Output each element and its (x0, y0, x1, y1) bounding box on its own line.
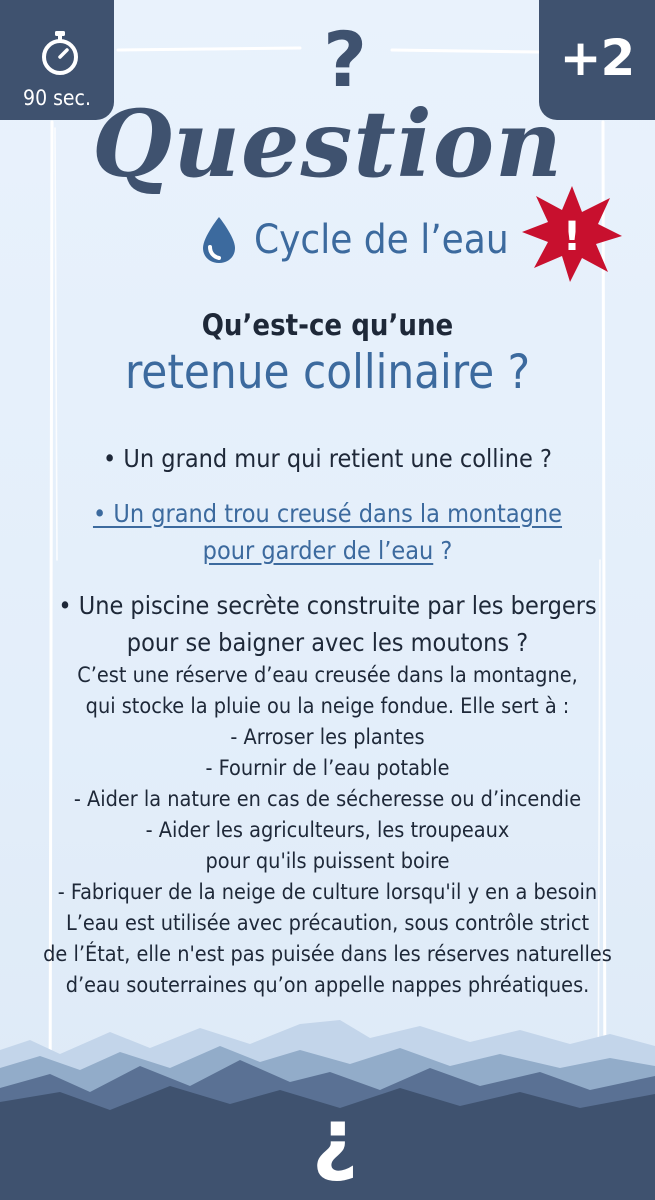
explanation-line: - Fournir de l’eau potable (205, 756, 450, 781)
answer-option-3[interactable] (0, 587, 655, 661)
subject-tag (200, 212, 509, 268)
explanation-line: de l’État, elle n'est pas puisée dans les réserves naturelles (43, 942, 612, 967)
explanation-line: pour qu'ils puissent boire (205, 849, 450, 874)
points-label: +2 (559, 29, 635, 87)
answer-suffix: ? (433, 536, 453, 565)
stopwatch-icon (40, 30, 80, 76)
explanation-line: - Fabriquer de la neige de culture lorsqu'il y en a besoin (57, 880, 598, 905)
inverted-question-mark-icon: ¿ (311, 1091, 359, 1184)
answer-option-2-correct[interactable] (0, 495, 655, 569)
explanation-line: - Aider les agriculteurs, les troupeaux (145, 818, 510, 843)
explanation-line: - Aider la nature en cas de sécheresse ou d’incendie (73, 787, 582, 812)
alert-exclamation: ! (562, 214, 582, 260)
explanation-text (30, 660, 625, 1001)
water-drop-icon (200, 215, 238, 265)
answer-line: • Un grand mur qui retient une colline ? (103, 444, 552, 473)
answer-list (0, 440, 655, 679)
question-mark-icon: ? (322, 15, 368, 104)
alert-burst-icon (520, 182, 624, 286)
explanation-line: - Arroser les plantes (230, 725, 425, 750)
question-intro: Qu’est-ce qu’une (201, 308, 454, 342)
explanation-line: d’eau souterraines qu’on appelle nappes phréatiques. (65, 973, 590, 998)
answer-option-1[interactable] (0, 440, 655, 477)
answer-line: pour garder de l’eau (202, 536, 434, 565)
answer-line: • Une piscine secrète construite par les bergers (58, 591, 597, 620)
explanation-line: C’est une réserve d’eau creusée dans la montagne, (77, 663, 578, 688)
subject-label: Cycle de l’eau (254, 217, 509, 263)
page-title: Question (91, 90, 564, 198)
explanation-line: qui stocke la pluie ou la neige fondue. Elle sert à : (85, 694, 570, 719)
answer-line: pour se baigner avec les moutons ? (126, 628, 529, 657)
answer-line: • Un grand trou creusé dans la montagne (92, 499, 563, 528)
explanation-line: L’eau est utilisée avec précaution, sous contrôle strict (65, 911, 590, 936)
timer-label: 90 sec. (23, 86, 91, 110)
question-term: retenue collinaire ? (124, 345, 531, 400)
